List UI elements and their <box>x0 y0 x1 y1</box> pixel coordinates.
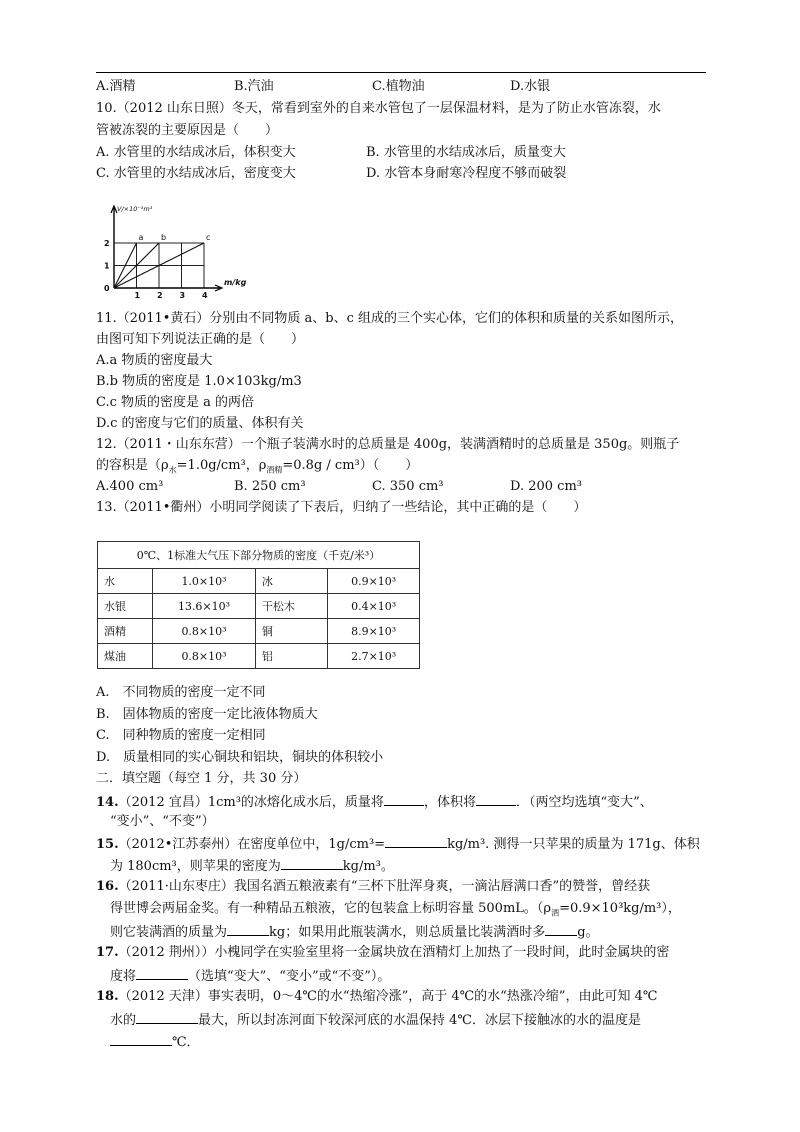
q17-line-2-post: （选填“变大”、“变小”或“不变”）。 <box>188 969 391 984</box>
q10-option-c: C. 水管里的水结成冰后，密度变大 <box>96 166 296 181</box>
q18-number: 18. <box>96 989 119 1004</box>
q12-stem-2-pre: 的容积是（ρ <box>96 458 169 473</box>
q17-number: 17. <box>96 945 119 960</box>
q13-stem: 13.（2011•衢州）小明同学阅读了下表后，归纳了一些结论，其中正确的是（ ） <box>96 500 587 515</box>
q12-option-c: C. 350 cm³ <box>372 479 444 494</box>
table-cell: 水 <box>98 569 153 594</box>
q17-line-2-pre: 度将 <box>110 969 137 984</box>
q12-options <box>96 478 648 496</box>
q14-text-3: ．（两空均选填“变大”、 <box>515 795 653 810</box>
q11-stem-2: 由图可知下列说法正确的是（ ） <box>96 332 305 347</box>
chart-labels <box>104 205 247 300</box>
volume-mass-chart <box>88 200 258 305</box>
q12-option-b: B. 250 cm³ <box>234 479 306 494</box>
table-cell: 0.8×10³ <box>153 644 256 669</box>
q9-option-d: D.水银 <box>510 79 551 94</box>
q16-number: 16. <box>96 879 119 894</box>
q10-option-b: B. 水管里的水结成冰后，质量变大 <box>366 145 566 160</box>
q16-line-3 <box>110 922 599 942</box>
q13-option-d: D. 质量相同的实心铜块和铝块，铜块的体积较小 <box>96 750 384 765</box>
q16-line-1 <box>96 878 650 896</box>
q18-text-1: （2012 天津）事实表明，0～4℃的水“热缩冷涨”，高于 4℃的水“热涨冷缩”，由此可知 4℃ <box>118 989 658 1004</box>
q14-blank-1 <box>384 792 424 806</box>
q18-line-3 <box>110 1032 200 1052</box>
table-cell: 煤油 <box>98 644 153 669</box>
origin-label: 0 <box>104 284 110 293</box>
table-cell: 铜 <box>255 619 327 644</box>
q15-number: 15. <box>96 837 119 852</box>
table-cell: 2.7×10³ <box>328 644 420 669</box>
table-cell: 1.0×10³ <box>153 569 256 594</box>
table-row <box>98 619 420 644</box>
q18-line-2-post: 最大，所以封冻河面下较深河底的水温保持 4℃．冰层下接触冰的水的温度是 <box>198 1013 641 1028</box>
q9-option-c: C.植物油 <box>372 79 425 94</box>
q14-text-2: ，体积将 <box>423 795 476 810</box>
q14-text-1: （2012 宜昌）1cm³的冰熔化成水后，质量将 <box>118 795 384 810</box>
table-cell: 0.9×10³ <box>328 569 420 594</box>
q10-stem-2: 管被冻裂的主要原因是（ ） <box>96 123 279 138</box>
q18-line-1 <box>96 988 657 1006</box>
q12-sub-alcohol: 酒精 <box>266 465 283 475</box>
x-tick-label: 4 <box>202 291 208 300</box>
table-row <box>98 594 420 619</box>
density-table <box>97 541 420 669</box>
q18-line-2-pre: 水的 <box>110 1013 137 1028</box>
table-cell: 干松木 <box>255 594 327 619</box>
section-2-heading: 二．填空题（每空 1 分，共 30 分） <box>96 771 307 786</box>
q15-text-2: kg/m³. 测得一只苹果的质量为 171g、体积 <box>447 837 700 852</box>
q12-option-a: A.400 cm³ <box>96 479 164 494</box>
q10-options-row2 <box>96 165 636 183</box>
q18-line-3-post: ℃． <box>172 1035 200 1050</box>
q13-option-b: B. 固体物质的密度一定比液体物质大 <box>96 707 318 722</box>
table-cell: 冰 <box>255 569 327 594</box>
q18-blank-1 <box>136 1010 198 1024</box>
x-tick-label: 3 <box>179 291 186 300</box>
q11-option-c: C.c 物质的密度是 a 的两倍 <box>96 395 255 410</box>
q11-option-d: D.c 的密度与它们的质量、体积有关 <box>96 416 304 431</box>
q16-blank-1 <box>227 922 269 936</box>
q15-blank-2 <box>281 856 343 870</box>
q12-stem-1: 12.（2011・山东东营）一个瓶子装满水时的总质量是 400g，装满酒精时的总质量是 350g。则瓶子 <box>96 437 680 452</box>
table-cell: 13.6×10³ <box>153 594 256 619</box>
q17-blank <box>136 966 188 980</box>
q16-blank-2 <box>545 922 577 936</box>
q12-stem-2-mid: =1.0g/cm³，ρ <box>176 458 267 473</box>
x-tick-label: 2 <box>157 291 163 300</box>
table-title: 0℃、1标准大气压下部分物质的密度（千克/米³） <box>98 542 420 569</box>
q9-options <box>96 78 648 96</box>
q16-line-2-post: =0.9×10³kg/m³）， <box>559 901 681 916</box>
q12-stem-2-post: =0.8g / cm³）（ ） <box>282 458 419 473</box>
table-cell: 0.8×10³ <box>153 619 256 644</box>
q18-line-2 <box>110 1010 641 1030</box>
y-tick-label: 2 <box>104 239 110 248</box>
q15-line-2-pre: 为 180cm³，则苹果的密度为 <box>110 859 281 874</box>
q12-stem-2 <box>96 457 418 480</box>
q14-blank-2 <box>476 792 516 806</box>
q15-text-1: （2012•江苏泰州）在密度单位中，1g/cm³= <box>118 837 386 852</box>
q16-line-3-mid: kg；如果用此瓶装满水，则总质量比装满酒时多 <box>269 925 546 940</box>
q16-line-3-post: g。 <box>577 925 599 940</box>
q16-line-3-pre: 则它装满酒的质量为 <box>110 925 228 940</box>
series-label-b: b <box>161 233 167 242</box>
q13-option-a: A. 不同物质的密度一定不同 <box>96 685 266 700</box>
q15-line-2-post: kg/m³。 <box>342 859 394 874</box>
q9-option-b: B.汽油 <box>234 79 274 94</box>
q12-option-d: D. 200 cm³ <box>510 479 582 494</box>
q10-options-row1 <box>96 144 636 162</box>
q9-option-a: A.酒精 <box>96 79 136 94</box>
q11-option-b: B.b 物质的密度是 1.0×103kg/m3 <box>96 374 302 389</box>
q16-line-2 <box>110 900 681 923</box>
table-cell: 8.9×10³ <box>328 619 420 644</box>
q16-sub: 酒 <box>551 908 560 918</box>
q14-number: 14. <box>96 795 119 810</box>
q17-line-1 <box>96 944 669 962</box>
q11-option-a: A.a 物质的密度最大 <box>96 353 213 368</box>
table-row <box>98 569 420 594</box>
table-cell: 0.4×10³ <box>328 594 420 619</box>
x-tick-label: 1 <box>134 291 141 300</box>
table-cell: 水银 <box>98 594 153 619</box>
q11-stem-1: 11.（2011•黄石）分别由不同物质 a、b、c 组成的三个实心体，它们的体积和质量的关系如图所示， <box>96 311 684 326</box>
q12-sub-water: 水 <box>168 465 177 475</box>
y-axis-label: V/×10⁻³m³ <box>117 205 153 213</box>
q16-text-1: （2011·山东枣庄）我国名酒五粮液素有“三杯下肚浑身爽，一滴沾唇满口香”的赞誉，曾经获 <box>118 879 651 894</box>
q15-blank-1 <box>385 834 447 848</box>
y-tick-label: 1 <box>104 261 110 271</box>
table-cell: 铝 <box>255 644 327 669</box>
q10-option-a: A. 水管里的水结成冰后，体积变大 <box>96 145 296 160</box>
q14-line-2: “变小”、“不变”） <box>110 814 215 829</box>
table-title-row <box>98 542 420 569</box>
q15-line-2 <box>110 856 394 876</box>
q10-stem-1: 10.（2012 山东日照）冬天，常看到室外的自来水管包了一层保温材料，是为了防止水管冻裂，水 <box>96 101 661 116</box>
series-label-a: a <box>138 233 144 242</box>
table-cell: 酒精 <box>98 619 153 644</box>
q17-line-2 <box>110 966 390 986</box>
series-label-c: c <box>206 233 211 242</box>
q15-line-1 <box>96 834 700 854</box>
x-axis-label: m/kg <box>224 278 247 287</box>
q17-text-1: （2012 荆州））小槐同学在实验室里将一金属块放在酒精灯上加热了一段时间，此时金属块的密 <box>118 945 670 960</box>
table-row <box>98 644 420 669</box>
q13-option-c: C. 同种物质的密度一定相同 <box>96 728 266 743</box>
header-rule <box>96 72 706 73</box>
q14-line-1 <box>96 792 653 812</box>
q18-blank-2 <box>110 1032 172 1046</box>
q10-option-d: D. 水管本身耐寒冷程度不够而破裂 <box>366 166 567 181</box>
chart-axes <box>111 206 222 291</box>
q16-line-2-pre: 得世博会两届金奖。有一种精品五粮液，它的包装盒上标明容量 500mL。（ρ <box>110 901 552 916</box>
